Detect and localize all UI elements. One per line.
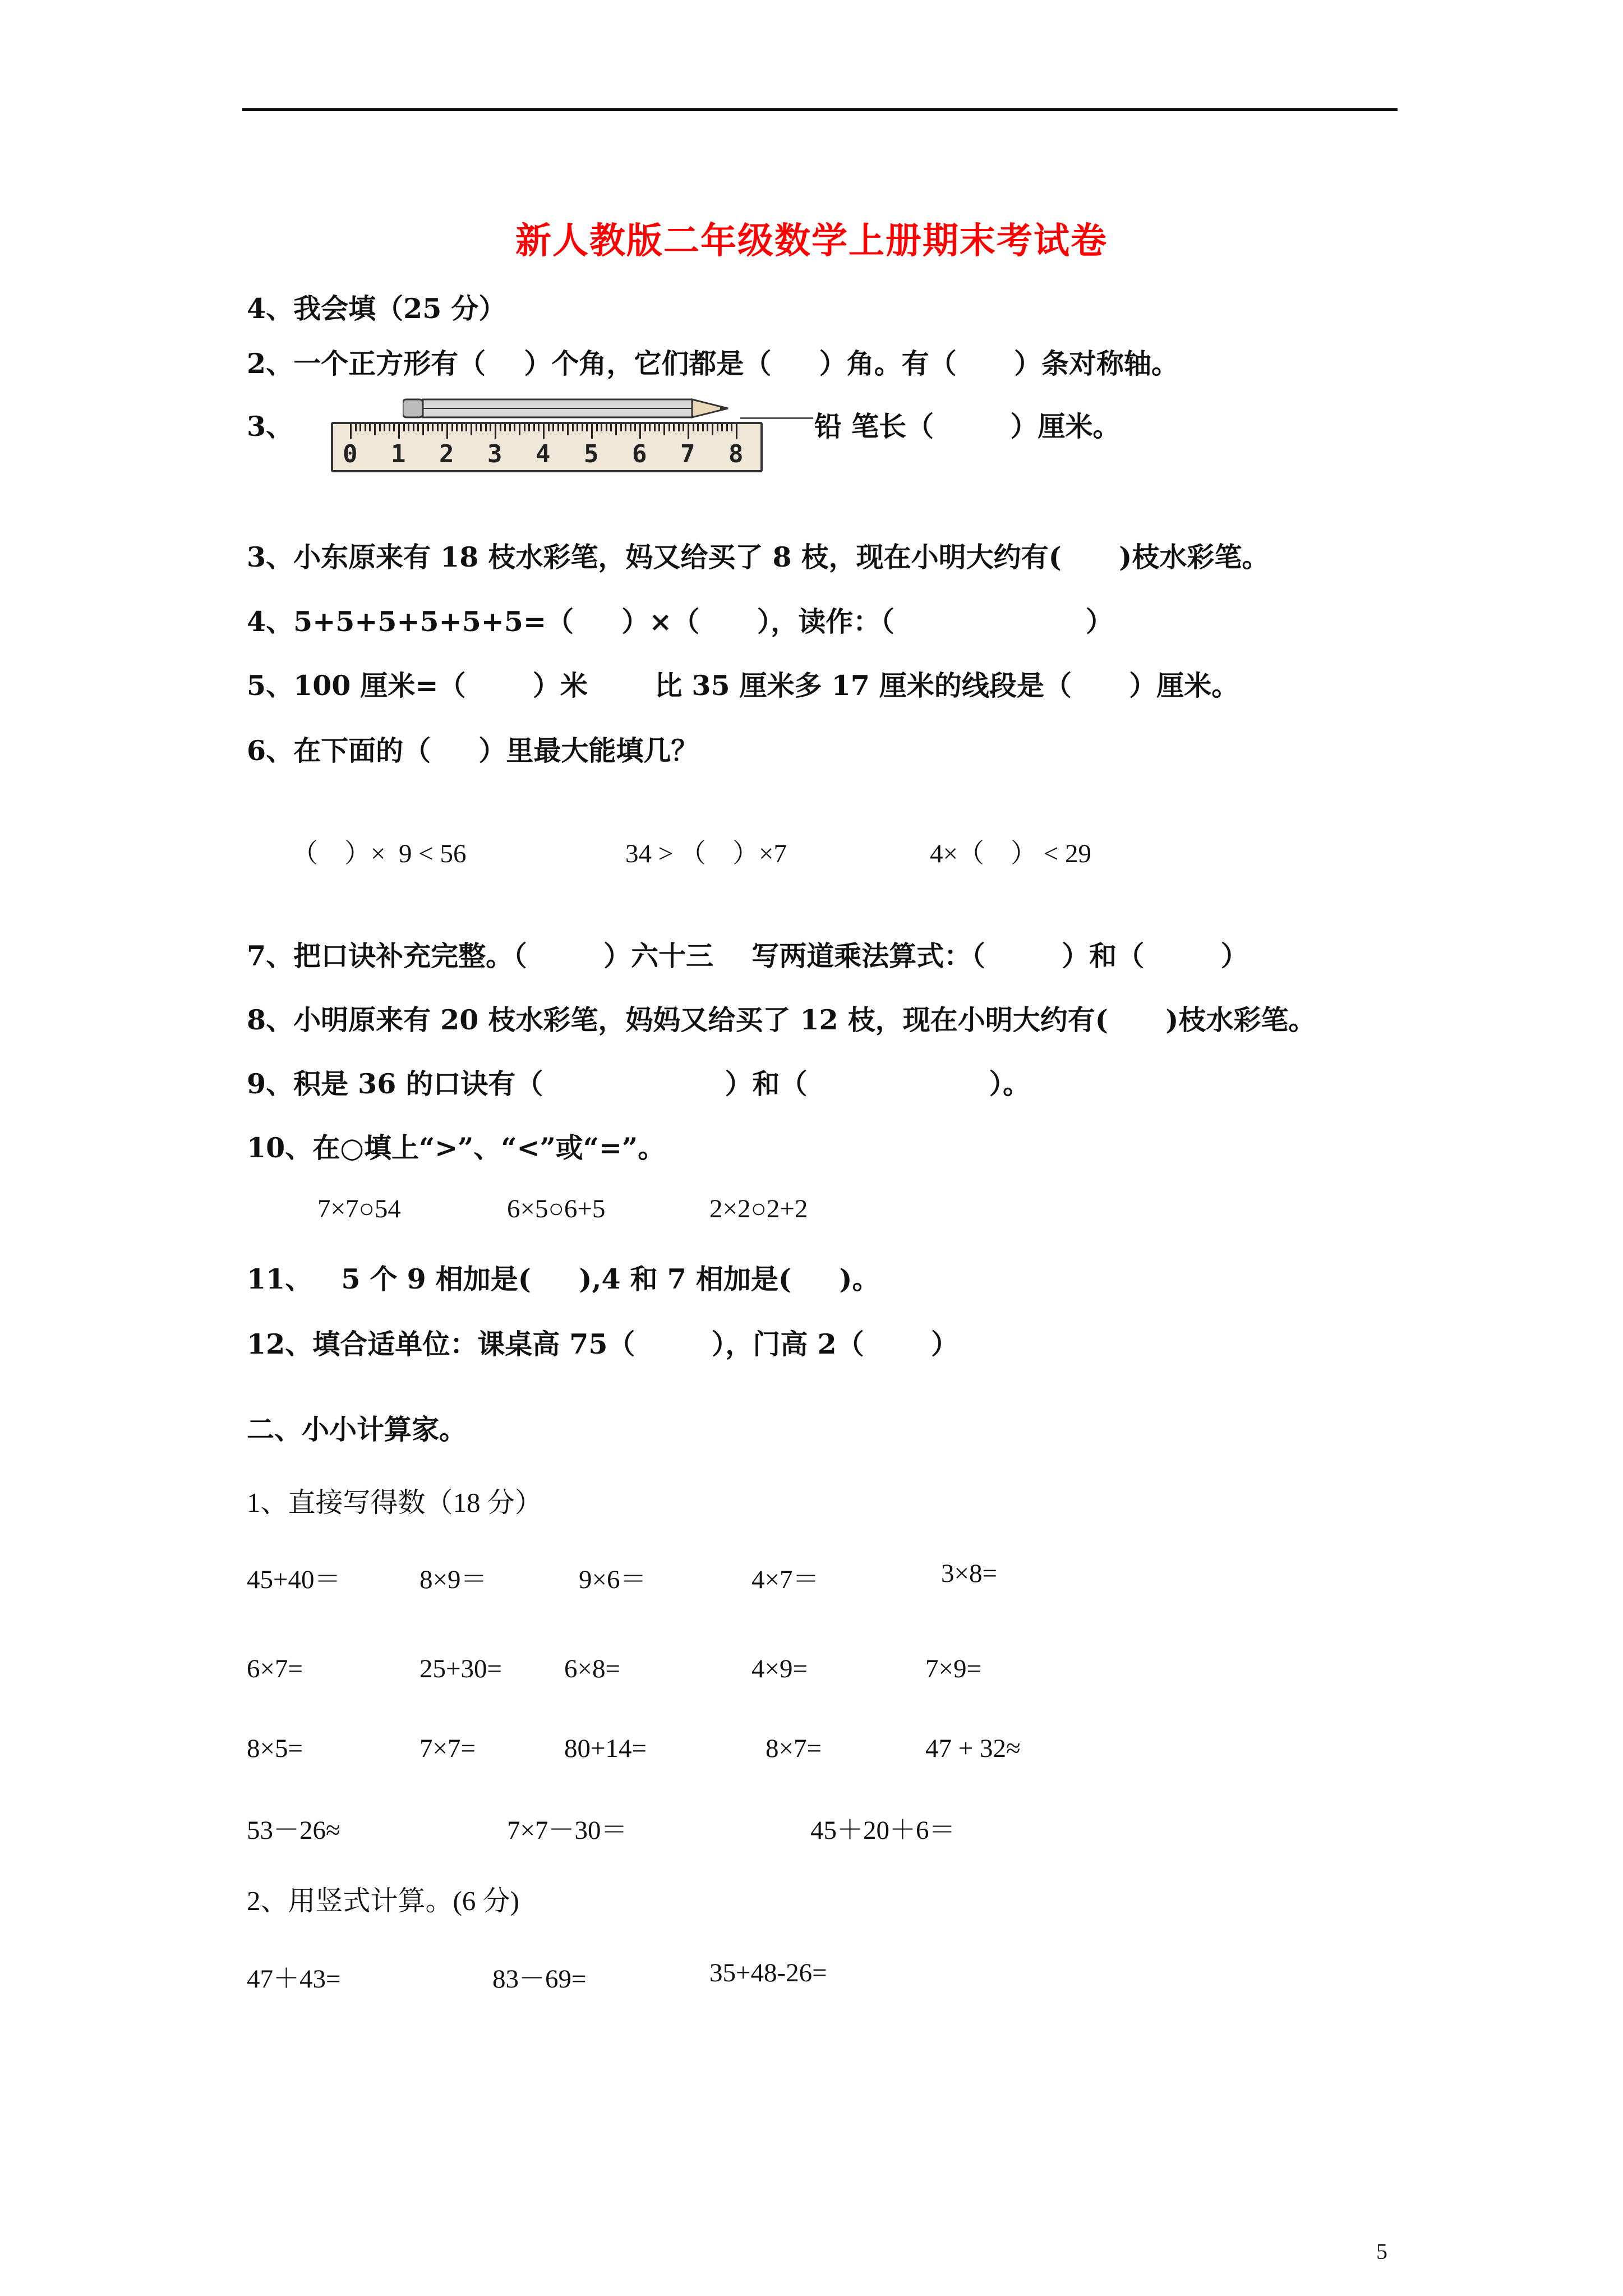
question-8: 8、小明原来有 20 枝水彩笔，妈妈又给买了 12 枝，现在小明大约有( )枝水彩笔。: [247, 1004, 1316, 1036]
question-3-prefix: 3、: [247, 410, 294, 443]
calc-item: 7×7=: [419, 1734, 476, 1763]
ruler-number: 8: [728, 440, 744, 468]
ruler-tick: [422, 424, 424, 435]
ruler-tick: [465, 424, 467, 431]
question-3b: 3、小东原来有 18 枝水彩笔，妈又给买了 8 枝，现在小明大约有( )枝水彩笔。: [247, 541, 1270, 573]
ruler-tick: [485, 424, 487, 431]
ruler-tick: [726, 424, 728, 431]
ruler-with-pencil: [331, 393, 768, 477]
q6-item-2: 34 > （ ）×7: [625, 839, 787, 868]
calc-item: 25+30=: [419, 1654, 502, 1683]
ruler-tick: [543, 424, 545, 439]
ruler-tick: [591, 424, 593, 439]
ruler-tick: [610, 424, 612, 431]
leader-line: [740, 417, 813, 419]
calc-item: 45+40＝: [247, 1565, 341, 1594]
ruler-tick: [403, 424, 405, 431]
ruler-tick: [625, 424, 626, 431]
ruler-tick: [393, 424, 395, 431]
question-11: 11、 5 个 9 相加是( ),4 和 7 相加是( )。: [247, 1263, 880, 1295]
calc-item: 3×8=: [941, 1559, 998, 1588]
q10-item-3: 2×2○2+2: [709, 1194, 808, 1223]
calc-item: 53－26≈: [247, 1816, 340, 1845]
ruler-tick: [374, 424, 376, 435]
ruler-tick: [461, 424, 463, 431]
ruler-tick: [359, 424, 361, 431]
ruler-tick: [673, 424, 675, 431]
section-2-sub-2: 2、用竖式计算。(6 分): [247, 1885, 519, 1916]
question-9: 9、积是 36 的口诀有（ ）和（ ）。: [247, 1068, 1031, 1100]
section-1-heading: 4、我会填（25 分）: [247, 292, 506, 325]
ruler-tick: [572, 424, 574, 431]
question-5: 5、100 厘米=（ ）米 比 35 厘米多 17 厘米的线段是（ ）厘米。: [247, 669, 1239, 702]
ruler-tick: [639, 424, 641, 439]
ruler-tick: [408, 424, 409, 431]
ruler-tick: [538, 424, 540, 431]
ruler-tick: [504, 424, 506, 431]
calc-item: 4×9=: [751, 1654, 808, 1683]
ruler-tick: [634, 424, 636, 431]
ruler-tick: [663, 424, 665, 435]
ruler-tick: [577, 424, 578, 431]
ruler-tick: [668, 424, 670, 431]
ruler-tick: [678, 424, 680, 431]
calc-item: 6×8=: [564, 1654, 621, 1683]
calc-item: 9×6＝: [579, 1565, 647, 1594]
ruler-tick: [654, 424, 656, 431]
ruler-tick: [721, 424, 723, 431]
calc-item: 35+48-26=: [709, 1958, 827, 1987]
ruler-tick: [712, 424, 713, 435]
ruler-tick: [446, 424, 448, 439]
q10-item-1: 7×7○54: [317, 1194, 401, 1223]
question-10: 10、在○填上“>”、“<”或“=”。: [247, 1131, 666, 1164]
header-rule: [242, 108, 1398, 111]
question-12: 12、填合适单位：课桌高 75（ ），门高 2（ ）: [247, 1328, 958, 1360]
calc-item: 7×7－30＝: [507, 1816, 628, 1845]
question-7: 7、把口诀补充完整。（ ）六十三 写两道乘法算式：（ ）和（ ）: [247, 940, 1248, 972]
ruler-tick: [717, 424, 718, 431]
ruler-tick: [437, 424, 439, 431]
ruler-tick: [490, 424, 491, 431]
ruler-tick: [369, 424, 371, 431]
ruler-tick: [582, 424, 583, 431]
ruler-tick: [379, 424, 381, 431]
ruler-tick: [601, 424, 602, 431]
ruler-tick: [697, 424, 699, 431]
ruler-number: 6: [632, 440, 647, 468]
ruler-tick: [476, 424, 477, 431]
ruler-number: 1: [391, 440, 406, 468]
ruler-tick: [606, 424, 607, 431]
ruler-tick: [649, 424, 651, 431]
ruler-tick: [441, 424, 443, 431]
question-2: 2、一个正方形有（ ）个角，它们都是（ ）角。有（ ）条对称轴。: [247, 347, 1179, 380]
ruler-tick: [693, 424, 694, 431]
ruler-number: 7: [680, 440, 695, 468]
calc-item: 83－69=: [492, 1964, 587, 1994]
ruler-number: 5: [584, 440, 599, 468]
ruler-number: 4: [536, 440, 551, 468]
ruler-tick: [524, 424, 525, 431]
ruler-tick: [500, 424, 501, 431]
calc-item: 8×9＝: [419, 1565, 487, 1594]
ruler-tick: [519, 424, 520, 435]
question-6: 6、在下面的（ ）里最大能填几？: [247, 734, 699, 767]
page-title: 新人教版二年级数学上册期末考试卷: [515, 220, 1108, 262]
ruler-number: 0: [343, 440, 358, 468]
ruler-tick: [557, 424, 559, 431]
ruler-tick: [451, 424, 453, 431]
ruler-tick: [620, 424, 622, 431]
calc-item: 4×7＝: [751, 1565, 819, 1594]
ruler-tick: [596, 424, 598, 431]
ruler-tick: [615, 424, 617, 435]
calc-item: 45＋20＋6＝: [810, 1816, 956, 1845]
ruler-tick: [350, 424, 352, 439]
ruler-tick: [413, 424, 414, 431]
ruler-tick: [384, 424, 385, 431]
section-2-heading: 二、小小计算家。: [247, 1413, 467, 1446]
ruler-tick: [644, 424, 646, 431]
ruler: [331, 422, 763, 472]
ruler-tick: [552, 424, 554, 431]
ruler-tick: [389, 424, 390, 431]
question-3-suffix: 铅 笔长（ ）厘米。: [814, 410, 1121, 443]
ruler-tick: [432, 424, 434, 431]
ruler-tick: [562, 424, 564, 431]
ruler-tick: [731, 424, 732, 431]
page-number: 5: [1376, 2239, 1387, 2264]
ruler-tick: [707, 424, 708, 431]
q10-item-2: 6×5○6+5: [507, 1194, 606, 1223]
pencil-icon: [403, 396, 739, 421]
ruler-tick: [365, 424, 366, 431]
calc-item: 8×7=: [766, 1734, 822, 1763]
ruler-tick: [548, 424, 550, 431]
ruler-tick: [533, 424, 535, 431]
q6-item-3: 4×（ ） < 29: [930, 839, 1092, 868]
ruler-tick: [398, 424, 400, 439]
calc-item: 80+14=: [564, 1734, 647, 1763]
q6-item-1: （ ）× 9 < 56: [292, 839, 467, 868]
ruler-tick: [688, 424, 689, 439]
calc-item: 7×9=: [925, 1654, 982, 1683]
section-2-sub-1: 1、直接写得数（18 分）: [247, 1487, 542, 1518]
ruler-tick: [514, 424, 515, 431]
ruler-tick: [509, 424, 511, 431]
ruler-tick: [702, 424, 704, 431]
question-4: 4、5+5+5+5+5+5=（ ）×（ ），读作：（ ）: [247, 605, 1113, 638]
ruler-tick: [736, 424, 737, 439]
ruler-tick: [417, 424, 419, 431]
ruler-tick: [567, 424, 569, 435]
calc-item: 47 + 32≈: [925, 1734, 1021, 1763]
ruler-tick: [495, 424, 496, 439]
calc-item: 8×5=: [247, 1734, 303, 1763]
ruler-tick: [528, 424, 530, 431]
ruler-tick: [456, 424, 458, 431]
ruler-tick: [427, 424, 429, 431]
ruler-number: 2: [439, 440, 454, 468]
ruler-tick: [355, 424, 357, 431]
calc-item: 6×7=: [247, 1654, 303, 1683]
ruler-tick: [471, 424, 472, 435]
ruler-tick: [658, 424, 660, 431]
ruler-tick: [480, 424, 482, 431]
ruler-tick: [683, 424, 684, 431]
ruler-number: 3: [487, 440, 502, 468]
ruler-tick: [630, 424, 631, 431]
ruler-tick: [586, 424, 588, 431]
calc-item: 47＋43=: [247, 1964, 341, 1994]
